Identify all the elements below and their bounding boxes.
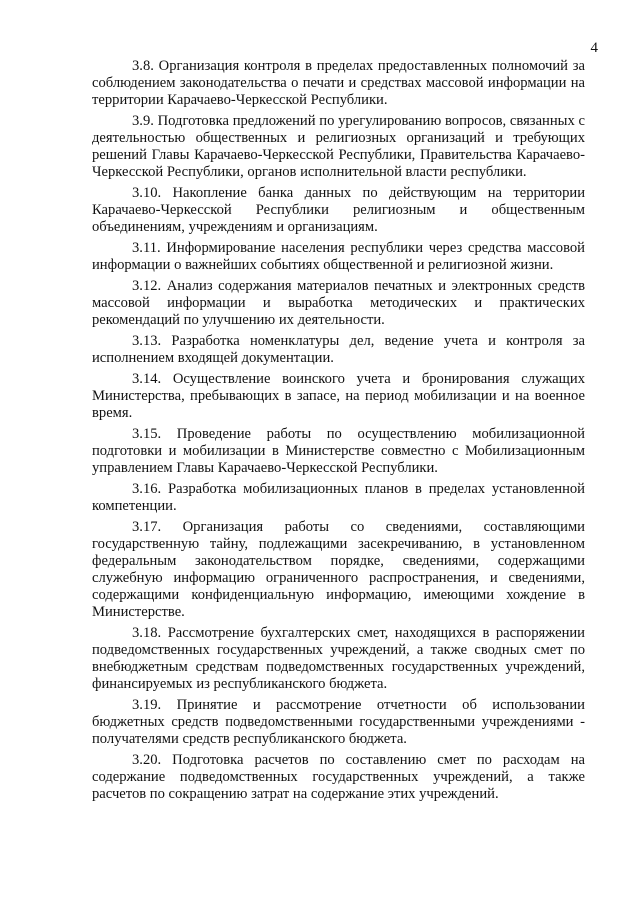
paragraph-3-18: 3.18. Рассмотрение бухгалтерских смет, находящихся в распоряжении подведомственных государственных учреждений, а также сводных смет по внебюджетным средствам подведомственных государственных учреждений, финансируемых из республиканского бюджета.	[92, 625, 585, 692]
paragraph-3-19: 3.19. Принятие и рассмотрение отчетности об использовании бюджетных средств подведомственными государственными учреждениями - получателями средств республиканского бюджета.	[92, 697, 585, 747]
page-number: 4	[590, 40, 598, 56]
paragraph-3-11: 3.11. Информирование населения республики через средства массовой информации о важнейших событиях общественной и религиозной жизни.	[92, 240, 585, 273]
paragraph-3-16: 3.16. Разработка мобилизационных планов в пределах установленной компетенции.	[92, 481, 585, 514]
paragraph-3-10: 3.10. Накопление банка данных по действующим на территории Карачаево-Черкесской Республики религиозным и общественным объединениям, учреждениям и организациям.	[92, 185, 585, 235]
paragraph-3-12: 3.12. Анализ содержания материалов печатных и электронных средств массовой информации и выработка методических и практических рекомендаций по улучшению их деятельности.	[92, 278, 585, 328]
paragraph-3-9: 3.9. Подготовка предложений по урегулированию вопросов, связанных с деятельностью общественных и религиозных организаций и требующих решений Главы Карачаево-Черкесской Республики, Правительства Карачаево-Черкесской Республики, органов исполнительной власти республики.	[92, 113, 585, 180]
paragraph-3-13: 3.13. Разработка номенклатуры дел, ведение учета и контроля за исполнением входящей документации.	[92, 333, 585, 366]
paragraph-3-20: 3.20. Подготовка расчетов по составлению смет по расходам на содержание подведомственных государственных учреждений, а также расчетов по сокращению затрат на содержание этих учреждений.	[92, 752, 585, 802]
paragraph-3-14: 3.14. Осуществление воинского учета и бронирования служащих Министерства, пребывающих в запасе, на период мобилизации и на военное время.	[92, 371, 585, 421]
document-body	[92, 58, 585, 807]
paragraph-3-17: 3.17. Организация работы со сведениями, составляющими государственную тайну, подлежащими засекречиванию, в установленном федеральным законодательством порядке, сведениями, содержащими служебную информацию ограниченного распространения, и сведениями, содержащими конфиденциальную информацию, имеющими хождение в Министерстве.	[92, 519, 585, 620]
paragraph-3-8: 3.8. Организация контроля в пределах предоставленных полномочий за соблюдением законодательства о печати и средствах массовой информации на территории Карачаево-Черкесской Республики.	[92, 58, 585, 108]
paragraph-3-15: 3.15. Проведение работы по осуществлению мобилизационной подготовки и мобилизации в Министерстве совместно с Мобилизационным управлением Главы Карачаево-Черкесской Республики.	[92, 426, 585, 476]
